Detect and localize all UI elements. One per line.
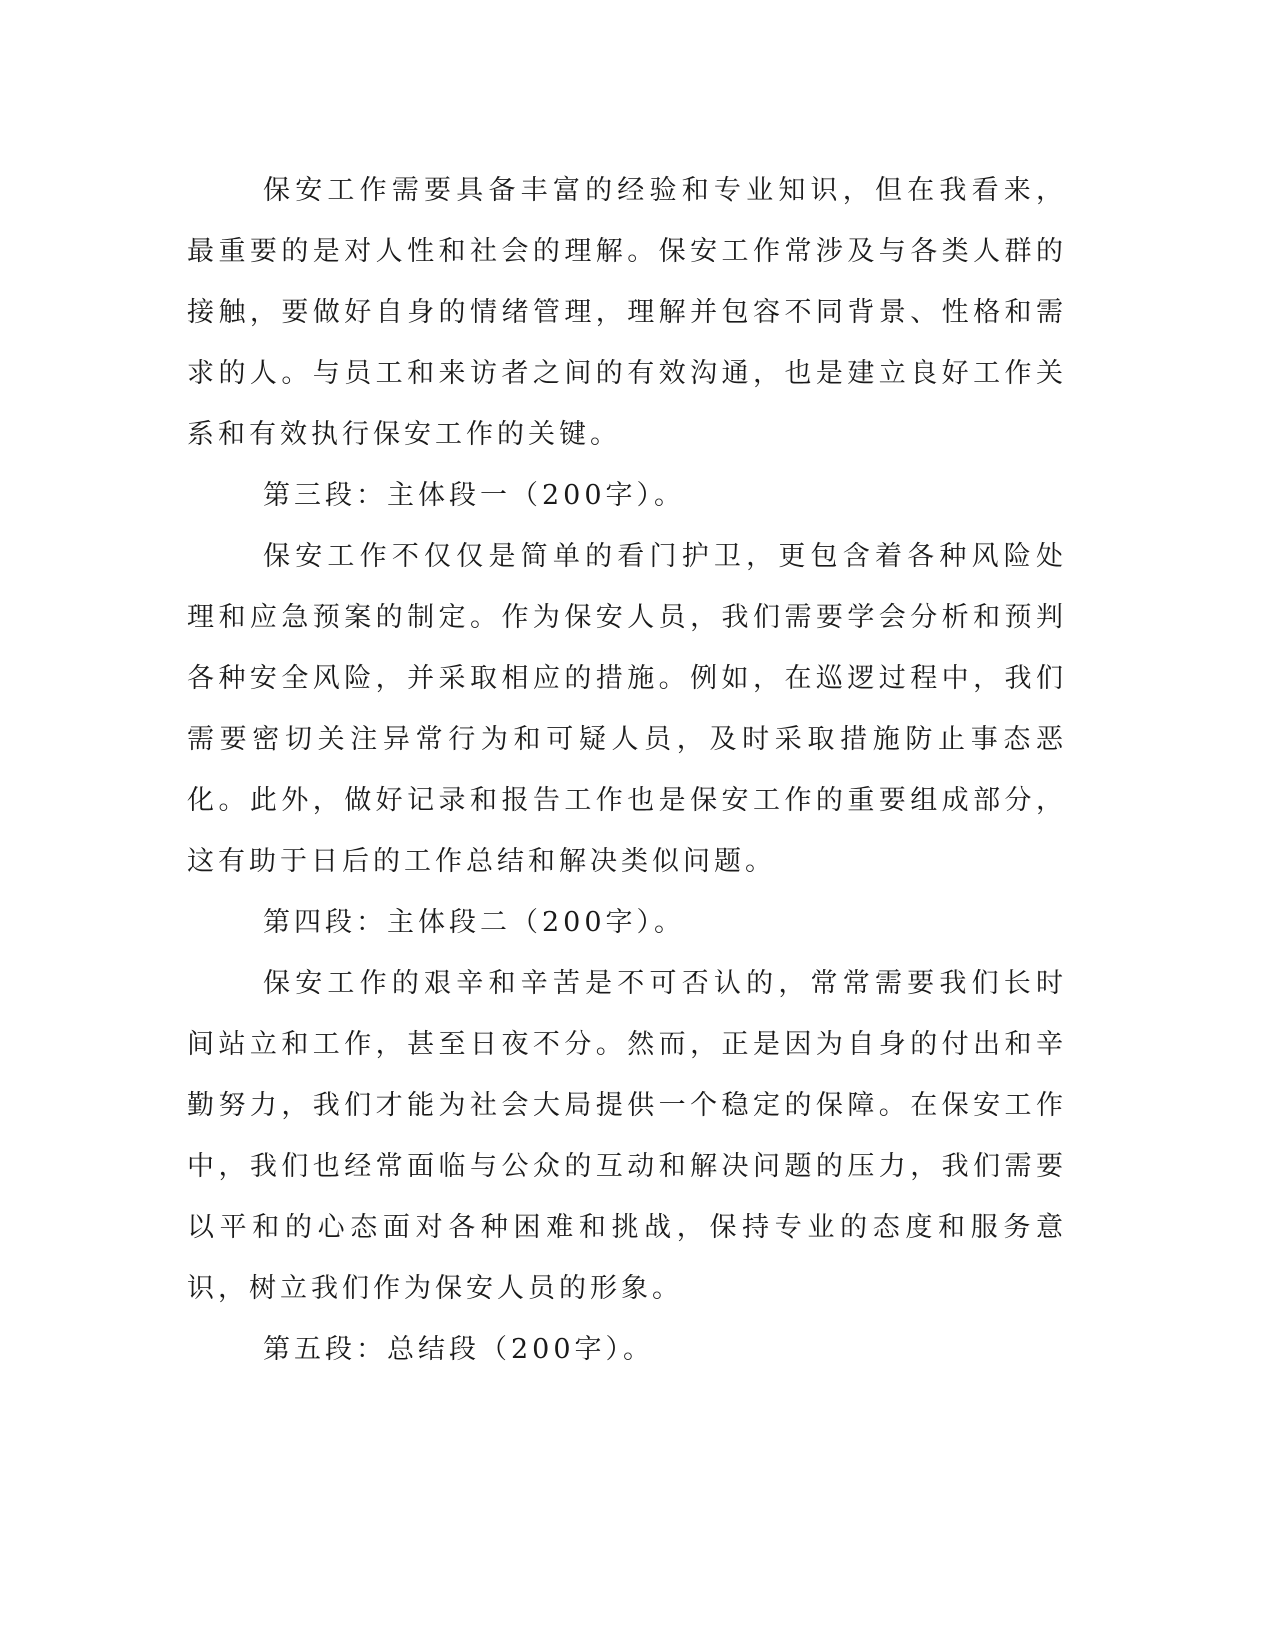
document-body	[187, 160, 1067, 1380]
section-heading-5: 第五段：总结段（200字）。	[263, 1334, 655, 1365]
paragraph-hardship: 保安工作的艰辛和辛苦是不可否认的，常常需要我们长时间站立和工作，甚至日夜不分。然而，正是因为自身的付出和辛勤努力，我们才能为社会大局提供一个稳定的保障。在保安工作中，我们也经常面临与公众的互动和解决问题的压力，我们需要以平和的心态面对各种困难和挑战，保持专业的态度和服务意识，树立我们作为保安人员的形象。	[187, 968, 1067, 1304]
section-heading-4: 第四段：主体段二（200字）。	[263, 907, 686, 938]
paragraph-security-understanding: 保安工作需要具备丰富的经验和专业知识，但在我看来，最重要的是对人性和社会的理解。保安工作常涉及与各类人群的接触，要做好自身的情绪管理，理解并包容不同背景、性格和需求的人。与员工和来访者之间的有效沟通，也是建立良好工作关系和有效执行保安工作的关键。	[187, 175, 1067, 450]
section-heading-3: 第三段：主体段一（200字）。	[263, 480, 686, 511]
paragraph-risk-handling: 保安工作不仅仅是简单的看门护卫，更包含着各种风险处理和应急预案的制定。作为保安人员，我们需要学会分析和预判各种安全风险，并采取相应的措施。例如，在巡逻过程中，我们需要密切关注异常行为和可疑人员，及时采取措施防止事态恶化。此外，做好记录和报告工作也是保安工作的重要组成部分，这有助于日后的工作总结和解决类似问题。	[187, 541, 1067, 877]
